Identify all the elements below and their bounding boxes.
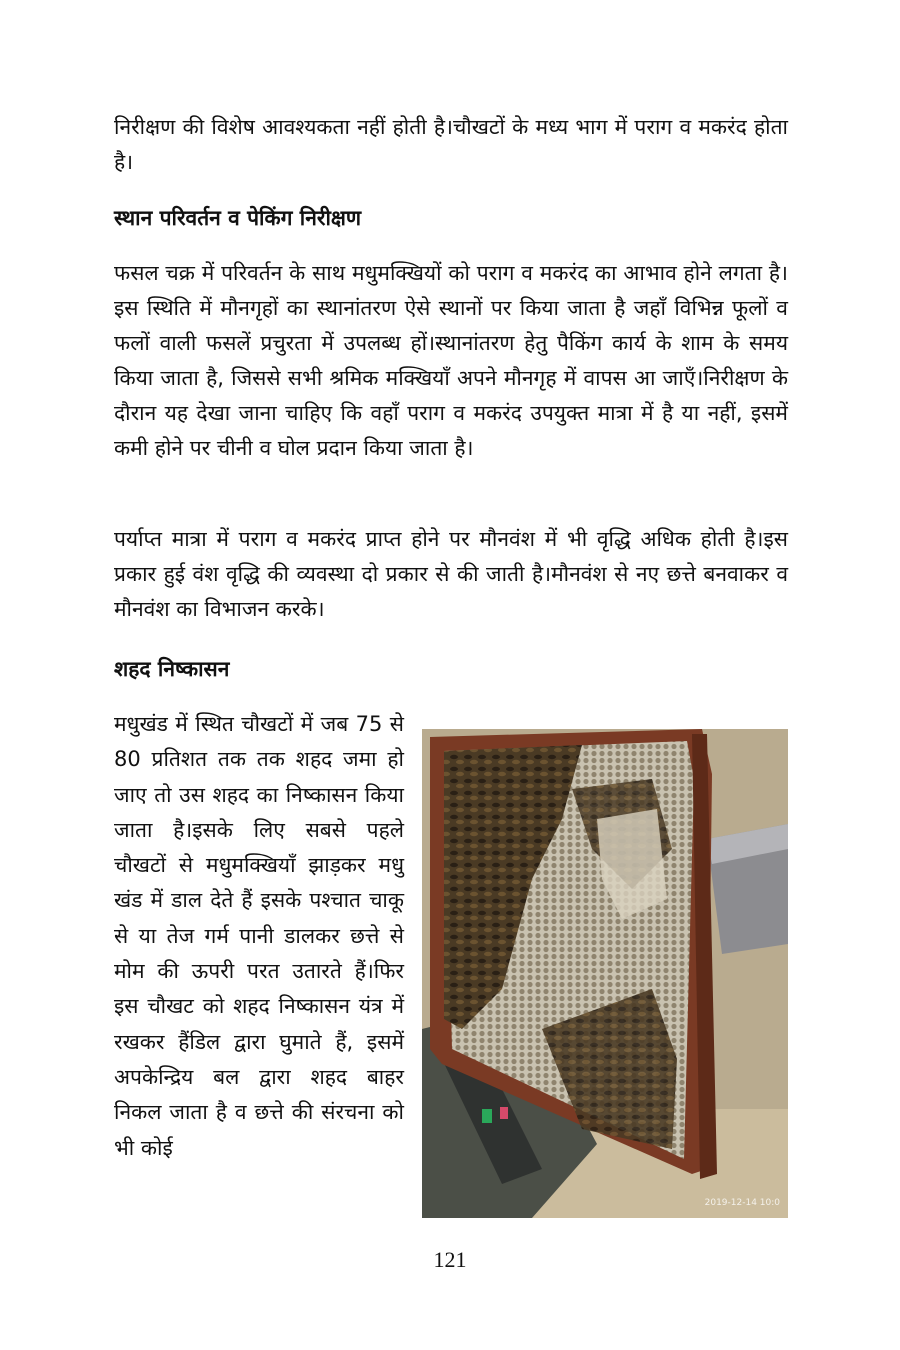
intro-paragraph: निरीक्षण की विशेष आवश्यकता नहीं होती है।चौखटों के मध्य भाग में पराग व मकरंद होता है। (114, 115, 788, 174)
colony-growth-paragraph: पर्याप्त मात्रा में पराग व मकरंद प्राप्त होने पर मौनवंश में भी वृद्धि अधिक होती है।इस प्रकार हुई वंश वृद्धि की व्यवस्था दो प्रकार से की जाती है।मौनवंश से नए छत्ते बनवाकर व मौनवंश का विभाजन करके। (114, 527, 788, 621)
photo-timestamp: 2019-12-14 10:0 (704, 1198, 780, 1208)
honey-extraction-paragraph: मधुखंड में स्थित चौखटों में जब 75 से 80 प्रतिशत तक तक शहद जमा हो जाए तो उस शहद का निष्कासन किया जाता है।इसके लिए सबसे पहले चौखटों से मधुमक्खियाँ झाड़कर मधु खंड में डाल देते हैं इसके पश्चात चाकू से या तेज गर्म पानी डालकर छत्ते से मोम की ऊपरी परत उतारते हैं।फिर इस चौखट को शहद निष्कासन यंत्र में रखकर हैंडिल द्वारा घुमाते हैं, इसमें अपकेन्द्रिय बल द्वारा शहद बाहर निकल जाता है व छत्ते की संरचना को भी कोई (114, 712, 404, 1160)
relocation-paragraph: फसल चक्र में परिवर्तन के साथ मधुमक्खियों को पराग व मकरंद का आभाव होने लगता है।इस स्थिति में मौनगृहों का स्थानांतरण ऐसे स्थानों पर किया जाता है जहाँ विभिन्न फूलों व फलों वाली फसलें प्रचुरता में उपलब्ध हों।स्थानांतरण हेतु पैकिंग कार्य के शाम के समय किया जाता है, जिससे सभी श्रमिक मक्खियाँ अपने मौनगृह में वापस आ जाएँ।निरीक्षण के दौरान यह देखा जाना चाहिए कि वहाँ पराग व मकरंद उपयुक्त मात्रा में है या नहीं, इसमें कमी होने पर चीनी व घोल प्रदान किया जाता है। (114, 261, 788, 460)
honey-extraction-heading: शहद निष्कासन (114, 657, 230, 681)
page-number: 121 (433, 1247, 467, 1272)
beehive-frame-photo (422, 729, 788, 1218)
relocation-heading: स्थान परिवर्तन व पेकिंग निरीक्षण (114, 206, 362, 230)
